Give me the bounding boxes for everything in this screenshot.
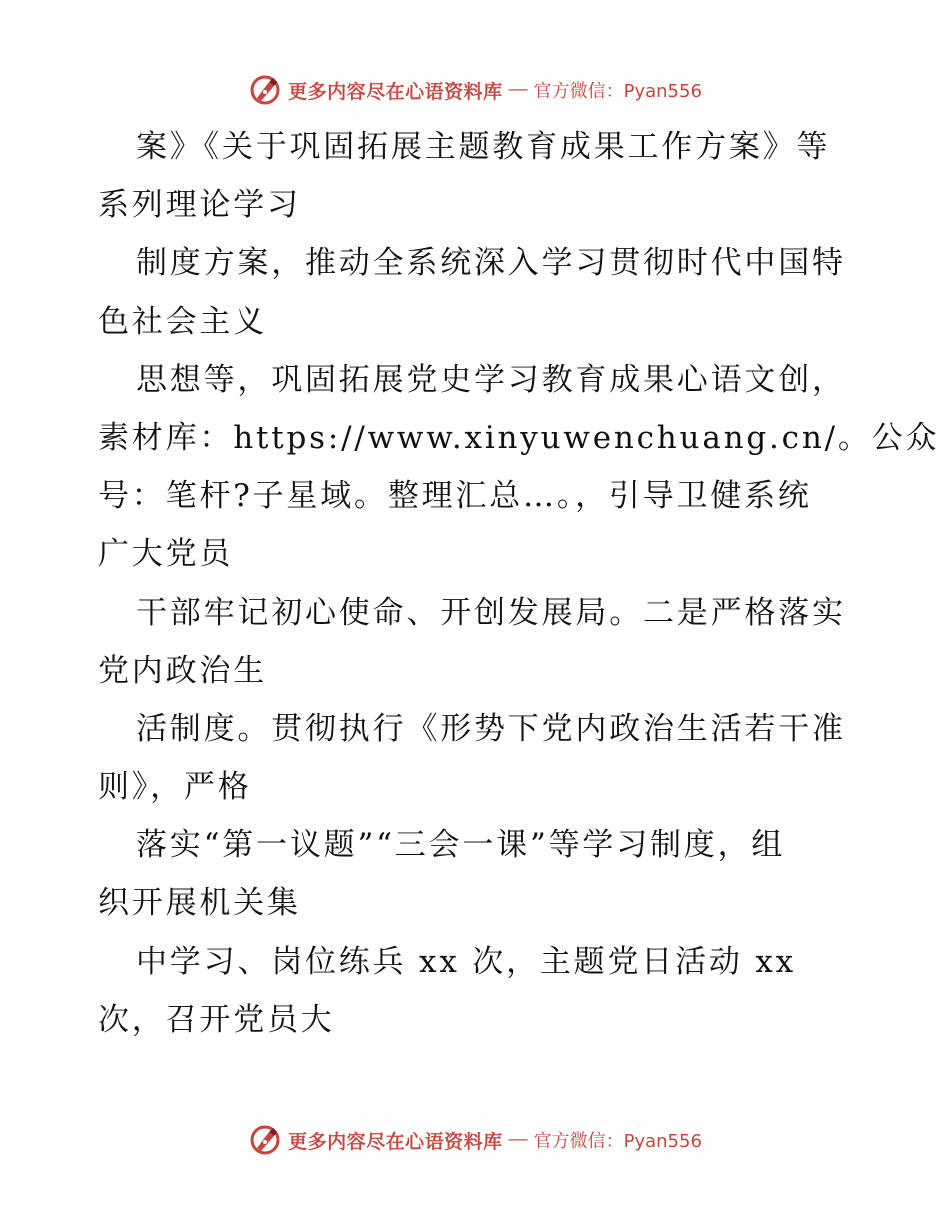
header-wechat-text: 官方微信：Pyan556 [533, 81, 702, 102]
footer-brand-text: 更多内容尽在心语资料库 [288, 1130, 503, 1153]
header-banner [0, 70, 950, 110]
text-line: 干部牢记初心使命、开创发展局。二是严格落实 [136, 594, 846, 631]
text-line: 活制度。贯彻执行《形势下党内政治生活若干准 [136, 710, 846, 747]
text-line: 思想等，巩固拓展党史学习教育成果心语文创， [136, 361, 846, 398]
text-line: 制度方案，推动全系统深入学习贯彻时代中国特 [136, 245, 846, 282]
text-line: 系列理论学习 [98, 187, 301, 224]
body-text [98, 118, 940, 1049]
pen-nib-logo-icon [248, 1123, 282, 1157]
text-line: 则》，严格 [98, 769, 252, 806]
text-line: 案》《关于巩固拓展主题教育成果工作方案》等 [136, 129, 831, 165]
header-brand-text: 更多内容尽在心语资料库 [288, 80, 503, 103]
text-line: 党内政治生 [98, 652, 267, 689]
text-line: 素材库：https://www.xinyuwenchuang.cn/。公众 [98, 419, 940, 456]
footer-banner [0, 1120, 950, 1160]
header-separator: — [508, 79, 528, 100]
pen-nib-logo-icon [248, 73, 282, 107]
text-line: 次，召开党员大 [98, 1001, 335, 1038]
text-line: 号：笔杆?子星域。整理汇总…。，引导卫健系统 [98, 478, 812, 515]
text-line: 中学习、岗位练兵 xx 次，主题党日活动 xx [136, 943, 796, 980]
footer-separator: — [508, 1129, 528, 1150]
text-line: 织开展机关集 [98, 885, 301, 922]
text-line: 色社会主义 [98, 303, 267, 340]
text-line: 广大党员 [98, 536, 234, 573]
footer-wechat-text: 官方微信：Pyan556 [533, 1131, 702, 1152]
text-line: 落实“第一议题”“三会一课”等学习制度，组 [136, 827, 786, 864]
